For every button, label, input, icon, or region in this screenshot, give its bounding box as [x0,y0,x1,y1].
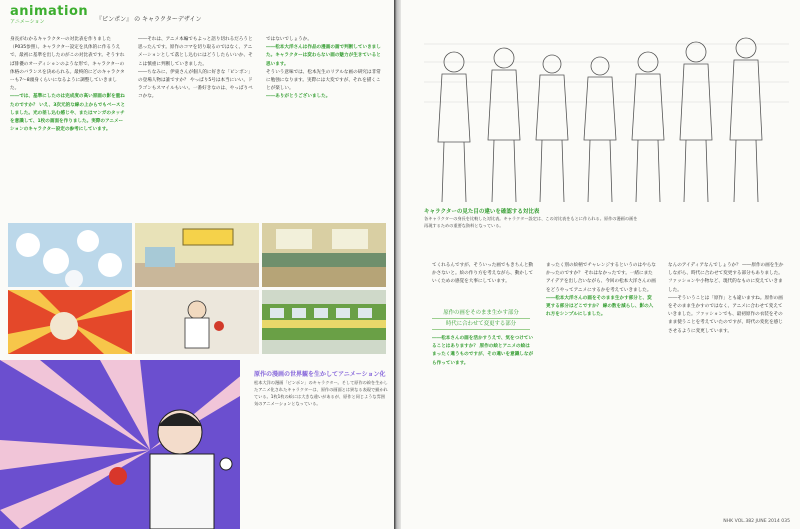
text-column-r1-top [432,262,534,308]
lineup-caption-text: 各キャラクターの身長を比較した対比表。キャラクター設定は、この対比表をもとに作られる。原作の漫画の画を再現するための重要な資料となっている。 [424,216,638,228]
paragraph: ――そういうことは「原作」とも違いますね。原作の画をそのまま生かすのではなく、アニメに合わせて変えていきました。ファッションでも、最初原作の衣装をそのまま使うことを考えていたのですが、時代の変化を感じさせるように変更しています。 [668,295,783,334]
paragraph: てくれるんですが、そういった画でもきちんと動かさないと。絵の作り方を考えながら、動かしていくための感覚を大事にしています。 [432,263,534,285]
table-tennis-sign-still [135,223,259,287]
paragraph: ――それは、アニメ本編でもよっと語り切れるだろうと思ったんです。原作のコマを切り取るのではなく、アニメーションとして落とし込むにはどうしたらいいか、そこは慎重に判断していきました。 [138,37,253,67]
illustration-caption [254,370,389,407]
right-page [401,0,800,529]
paragraph: 身長がわかるキャラクターの対比表を作りました（P035参照）。キャラクター設定を具体的に作るうえで、最初に基準を出したのがこの対比表です。そうすれば俳優のオーディションのような形で、キャラクターの体格のバランスを決められる。最終的にどのキャラクターも7〜8頭身くらいになるように調整していきました。 [10,37,125,92]
closing-paragraph: ――ありがとうございました。 [266,94,331,100]
green-highlight-box [432,308,530,330]
question-paragraph: ――松本大洋さんの画をそのまま生かす部分と、変更する部分はどこですか？ 線の数を減らし、影の入れ方をシンプルにしました。 [546,295,654,318]
white-balls-still [8,223,132,287]
green-train-still [262,290,386,354]
highlight-line-1: 原作の画をそのまま生かす部分 [432,308,530,319]
caption-heading: 原作の漫画の世界観を生かしてアニメーション化 [254,371,386,378]
paragraph: まったく別の絵柄でチャレンジするというのはやらなかったのですか？ それはなかったです。一緒にまたアイデアを出し合いながら、今回の松本大洋さんの画をどうやってアニメにするかを考えていきました。 [546,263,656,293]
text-column-2 [138,36,254,221]
lineup-caption-heading: キャラクターの見た目の違いを確認する対比表 [424,209,540,215]
highlight-line-2: 時代に合わせて変更する部分 [432,319,530,330]
train-interior-still [262,223,386,287]
article-header [10,6,201,25]
anime-stills-grid [8,223,386,354]
text-column-3 [266,36,384,221]
paragraph: なんのアイディアなんでしょうか？ ――原作の画を生かしながら、時代に合わせて変更する部分もありました。ファッションや小物など、現代的なものに変えていきました。 [668,263,784,293]
article-title: 『ピンポン』 の キャラクターデザイン [96,16,202,23]
question-paragraph: ――では、基準にしたのは完成度の高い原画の影を重ねたのですか？ いえ、3次元的な線の上からでもベースとしました。光の差し込む感じや、またはマンガのタッチを意識して、1枚の画面を作りました。実際のアニメーションのキャラクター設定の参考にしています。 [10,94,126,133]
paragraph: そういう意味では、松本先生のリアルな画の研究は非常に勉強になります。実際には大変ですが、それを描くことが楽しい。 [266,69,381,92]
section-sub: アニメーション [10,19,45,25]
paragraph: ではないでしょうか。 [266,37,312,42]
text-column-r1-bottom [432,335,534,520]
text-column-1 [10,36,126,221]
spine-gutter [394,0,401,529]
lineup-caption [424,208,639,229]
paragraph: ――ちなみに、伊東さんが個人的に好きな「ピンポン」の登場人物は誰ですか？ やっぱり5号は本当にいい。ドラゴンもスマイルもいい。一番好きなのは、やっぱりペコかな。 [138,69,253,100]
page-footer: NHK VOL.382 JUNE 2014 035 [723,519,790,524]
text-column-r3 [668,262,786,512]
left-page [0,0,394,529]
section-word: animation [10,4,89,19]
character-lineup-sketch [424,22,789,205]
player-serve-still [135,290,259,354]
caption-text: 松本大洋の漫画「ピンポン」のキャラクター。そして原作の絵を生かしたアニメ化されたキャラクターは、原作の画面とは異なる表現で描かれている。1枚1枚の絵には大きな違いがあるが、原作と同じような雰囲気のアニメーションとなっている。 [254,380,388,406]
text-column-r2 [546,262,656,520]
question-paragraph: ――松本大洋さんは作品の漫画の画で判断していきました。キャラクターは変わらない画の魅力が生きていると思います。 [266,45,381,67]
red-starburst-still [8,290,132,354]
question-paragraph: ――松本さんの画を活かすうえで、気をつけていることはありますか？ 原作の絵とアニメの絵はまったく違うものですが、その違いを意識しながら作っています。 [432,336,534,366]
